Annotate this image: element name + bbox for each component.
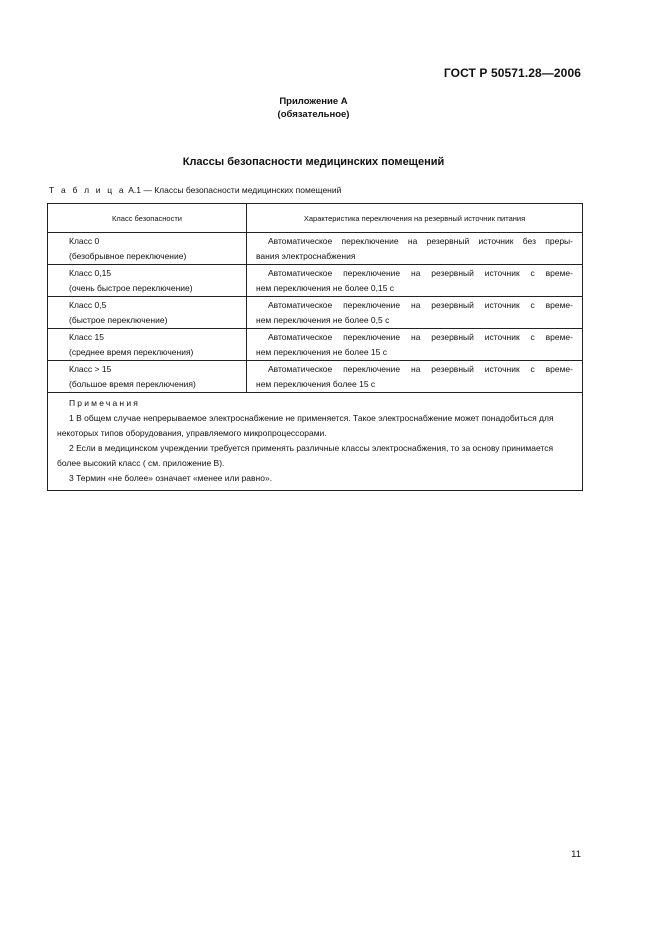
characteristic-line: Автоматическое переключение на резервный источник без преры- xyxy=(268,236,573,246)
document-code: ГОСТ Р 50571.28—2006 xyxy=(443,66,581,80)
characteristic-cell xyxy=(247,297,583,329)
class-note: (безобрывное переключение) xyxy=(69,251,187,261)
safety-classes-table xyxy=(47,203,583,491)
appendix-heading xyxy=(0,95,661,121)
characteristic-line: Автоматическое переключение на резервный источник с време- xyxy=(268,332,573,342)
table-row xyxy=(48,265,583,297)
characteristic-cell xyxy=(247,233,583,265)
appendix-status: (обязательное) xyxy=(277,109,350,120)
characteristic-line: нем переключения более 15 с xyxy=(256,379,376,389)
class-cell xyxy=(48,329,247,361)
page-number: 11 xyxy=(571,849,581,860)
column-header-characteristic: Характеристика переключения на резервный источник питания xyxy=(247,204,583,233)
characteristic-line: нем переключения не более 0,5 с xyxy=(256,315,390,325)
table-row xyxy=(48,361,583,393)
characteristic-line: Автоматическое переключение на резервный источник с време- xyxy=(268,268,573,278)
class-cell xyxy=(48,265,247,297)
class-name: Класс 0,5 xyxy=(69,300,107,310)
appendix-title: Приложение А xyxy=(279,96,348,107)
table-header-row xyxy=(48,204,583,233)
table-row xyxy=(48,233,583,265)
table-row xyxy=(48,329,583,361)
notes-cell xyxy=(48,393,583,491)
characteristic-line: вания электроснабжения xyxy=(256,251,356,261)
class-cell xyxy=(48,297,247,329)
note-item: 2 Если в медицинском учреждении требуется применять различные классы электроснабжения, то за основу принимается более высокий класс ( см. приложение В). xyxy=(57,443,554,468)
note-item: 1 В общем случае непрерываемое электроснабжение не применяется. Такое электроснабжение может понадобиться для некоторых типов оборудования, управляемого микропроцессорами. xyxy=(57,413,554,438)
class-note: (очень быстрое переключение) xyxy=(69,283,193,293)
characteristic-line: Автоматическое переключение на резервный источник с време- xyxy=(268,300,573,310)
class-name: Класс 0 xyxy=(69,236,100,246)
class-note: (среднее время переключения) xyxy=(69,347,194,357)
table-caption xyxy=(49,185,341,195)
characteristic-line: нем переключения не более 0,15 с xyxy=(256,283,395,293)
characteristic-cell xyxy=(247,361,583,393)
column-header-class: Класс безопасности xyxy=(48,204,247,233)
class-cell xyxy=(48,233,247,265)
section-title-text: Классы безопасности медицинских помещений xyxy=(182,156,445,168)
class-note: (быстрое переключение) xyxy=(69,315,168,325)
table-row xyxy=(48,297,583,329)
section-title xyxy=(0,156,661,168)
class-name: Класс > 15 xyxy=(69,364,112,374)
characteristic-line: нем переключения не более 15 с xyxy=(256,347,387,357)
class-name: Класс 15 xyxy=(69,332,104,342)
note-item: 3 Термин «не более» означает «менее или равно». xyxy=(69,473,273,483)
characteristic-cell xyxy=(247,265,583,297)
table-caption-text: А.1 — Классы безопасности медицинских помещений xyxy=(125,185,342,195)
notes-title: Примечания xyxy=(69,398,141,408)
class-cell xyxy=(48,361,247,393)
table-caption-prefix: Т а б л и ц а xyxy=(49,185,126,195)
characteristic-line: Автоматическое переключение на резервный источник с време- xyxy=(268,364,573,374)
notes-row xyxy=(48,393,583,491)
class-name: Класс 0,15 xyxy=(69,268,112,278)
characteristic-cell xyxy=(247,329,583,361)
class-note: (большое время переключения) xyxy=(69,379,196,389)
